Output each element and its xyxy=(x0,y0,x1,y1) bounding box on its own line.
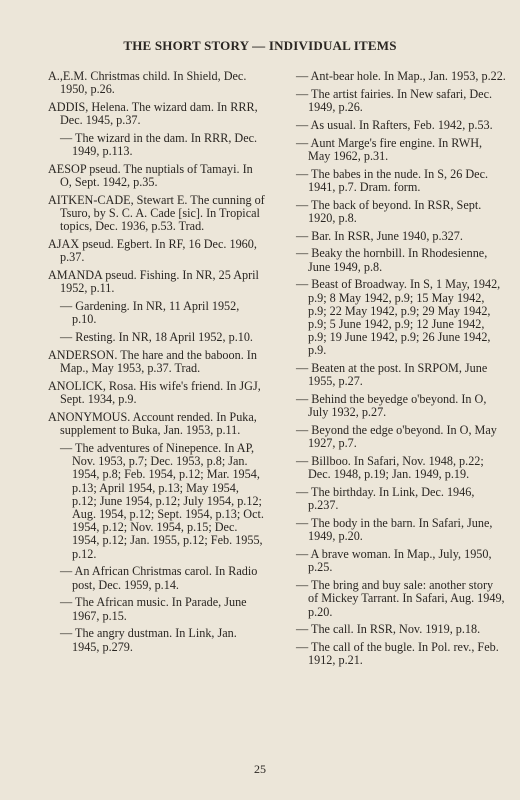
bibliography-entry: — The call of the bugle. In Pol. rev., Feb. 1912, p.21. xyxy=(296,640,499,668)
bibliography-entry: — Beast of Broadway. In S, 1 May, 1942, p.9; 8 May 1942, p.9; 15 May 1942, p.9; 22 May 1942, p.9; 29 May 1942, p.9; 5 June 1942, p.9; 12 June 1942, p.9; 19 June 1942, p.9; 26 June 1942, p.9. xyxy=(296,277,501,358)
left-column xyxy=(48,70,266,658)
bibliography-entry: AMANDA pseud. Fishing. In NR, 25 April 1952, p.11. xyxy=(48,268,259,296)
bibliography-entry: — A brave woman. In Map., July, 1950, p.25. xyxy=(296,547,492,575)
bibliography-entry: — The bring and buy sale: another story of Mickey Tarrant. In Safari, Aug. 1949, p.20. xyxy=(296,578,505,619)
right-column xyxy=(284,70,506,672)
bibliography-entry: — The adventures of Ninepence. In AP, Nov. 1953, p.7; Dec. 1953, p.8; Jan. 1954, p.8; Feb. 1954, p.12; Mar. 1954, p.13; April 1954, p.13; May 1954, p.12; June 1954, p.12; July 1954, p.12; Aug. 1954, p.12; Sept. 1954, p.13; Oct. 1954, p.12; Nov. 1954, p.15; Dec. 1954, p.12; Jan. 1955, p.12; Feb. 1955, p.12. xyxy=(60,441,264,561)
bibliography-entry: — Aunt Marge's fire engine. In RWH, May 1962, p.31. xyxy=(296,135,483,163)
bibliography-entry: AITKEN-CADE, Stewart E. The cunning of Tsuro, by S. C. A. Cade [sic]. In Tropical topics, Dec. 1936, p.53. Trad. xyxy=(48,193,265,234)
bibliography-entry: — The African music. In Parade, June 1967, p.15. xyxy=(60,595,247,623)
bibliography-entry: — The babes in the nude. In S, 26 Dec. 1941, p.7. Dram. form. xyxy=(296,166,489,194)
bibliography-entry: — The body in the barn. In Safari, June, 1949, p.20. xyxy=(296,516,493,544)
bibliography-entry: — Resting. In NR, 18 April 1952, p.10. xyxy=(60,330,253,345)
bibliography-entry: — Beaten at the post. In SRPOM, June 1955, p.27. xyxy=(296,361,488,389)
bibliography-entry: AJAX pseud. Egbert. In RF, 16 Dec. 1960, p.37. xyxy=(48,237,257,265)
bibliography-entry: — The call. In RSR, Nov. 1919, p.18. xyxy=(296,622,481,637)
bibliography-entry: A.,E.M. Christmas child. In Shield, Dec. 1950, p.26. xyxy=(48,69,247,97)
bibliography-entry: AESOP pseud. The nuptials of Tamayi. In O, Sept. 1942, p.35. xyxy=(48,162,253,190)
bibliography-entry: ADDIS, Helena. The wizard dam. In RRR, Dec. 1945, p.37. xyxy=(48,100,258,128)
bibliography-entry: — Bar. In RSR, June 1940, p.327. xyxy=(296,228,463,243)
bibliography-entry: — An African Christmas carol. In Radio post, Dec. 1959, p.14. xyxy=(60,564,258,592)
bibliography-entry: — Gardening. In NR, 11 April 1952, p.10. xyxy=(60,299,240,327)
bibliography-entry: — Ant-bear hole. In Map., Jan. 1953, p.22. xyxy=(296,69,506,83)
bibliography-entry: ANDERSON. The hare and the baboon. In Map., May 1953, p.37. Trad. xyxy=(48,348,257,376)
bibliography-entry: ANOLICK, Rosa. His wife's friend. In JGJ, Sept. 1934, p.9. xyxy=(48,379,261,407)
page-heading: THE SHORT STORY — INDIVIDUAL ITEMS xyxy=(123,38,397,53)
bibliography-entry: — The back of beyond. In RSR, Sept. 1920, p.8. xyxy=(296,197,482,225)
bibliography-entry: ANONYMOUS. Account rended. In Puka, supplement to Buka, Jan. 1953, p.11. xyxy=(48,410,257,438)
bibliography-entry: — Beaky the hornbill. In Rhodesienne, June 1949, p.8. xyxy=(296,246,488,274)
bibliography-entry: — The artist fairies. In New safari, Dec. 1949, p.26. xyxy=(296,86,493,114)
bibliography-entry: — Behind the beyedge o'beyond. In O, July 1932, p.27. xyxy=(296,392,487,420)
bibliography-entry: — The birthday. In Link, Dec. 1946, p.237. xyxy=(296,485,475,513)
page-number: 25 xyxy=(254,762,266,776)
bibliography-entry: — The wizard in the dam. In RRR, Dec. 1949, p.113. xyxy=(60,131,258,159)
bibliography-entry: — As usual. In Rafters, Feb. 1942, p.53. xyxy=(296,117,493,132)
bibliography-entry: — Beyond the edge o'beyond. In O, May 1927, p.7. xyxy=(296,423,497,451)
bibliography-entry: — The angry dustman. In Link, Jan. 1945, p.279. xyxy=(60,626,237,654)
bibliography-entry: — Billboo. In Safari, Nov. 1948, p.22; Dec. 1948, p.19; Jan. 1949, p.19. xyxy=(296,454,484,482)
